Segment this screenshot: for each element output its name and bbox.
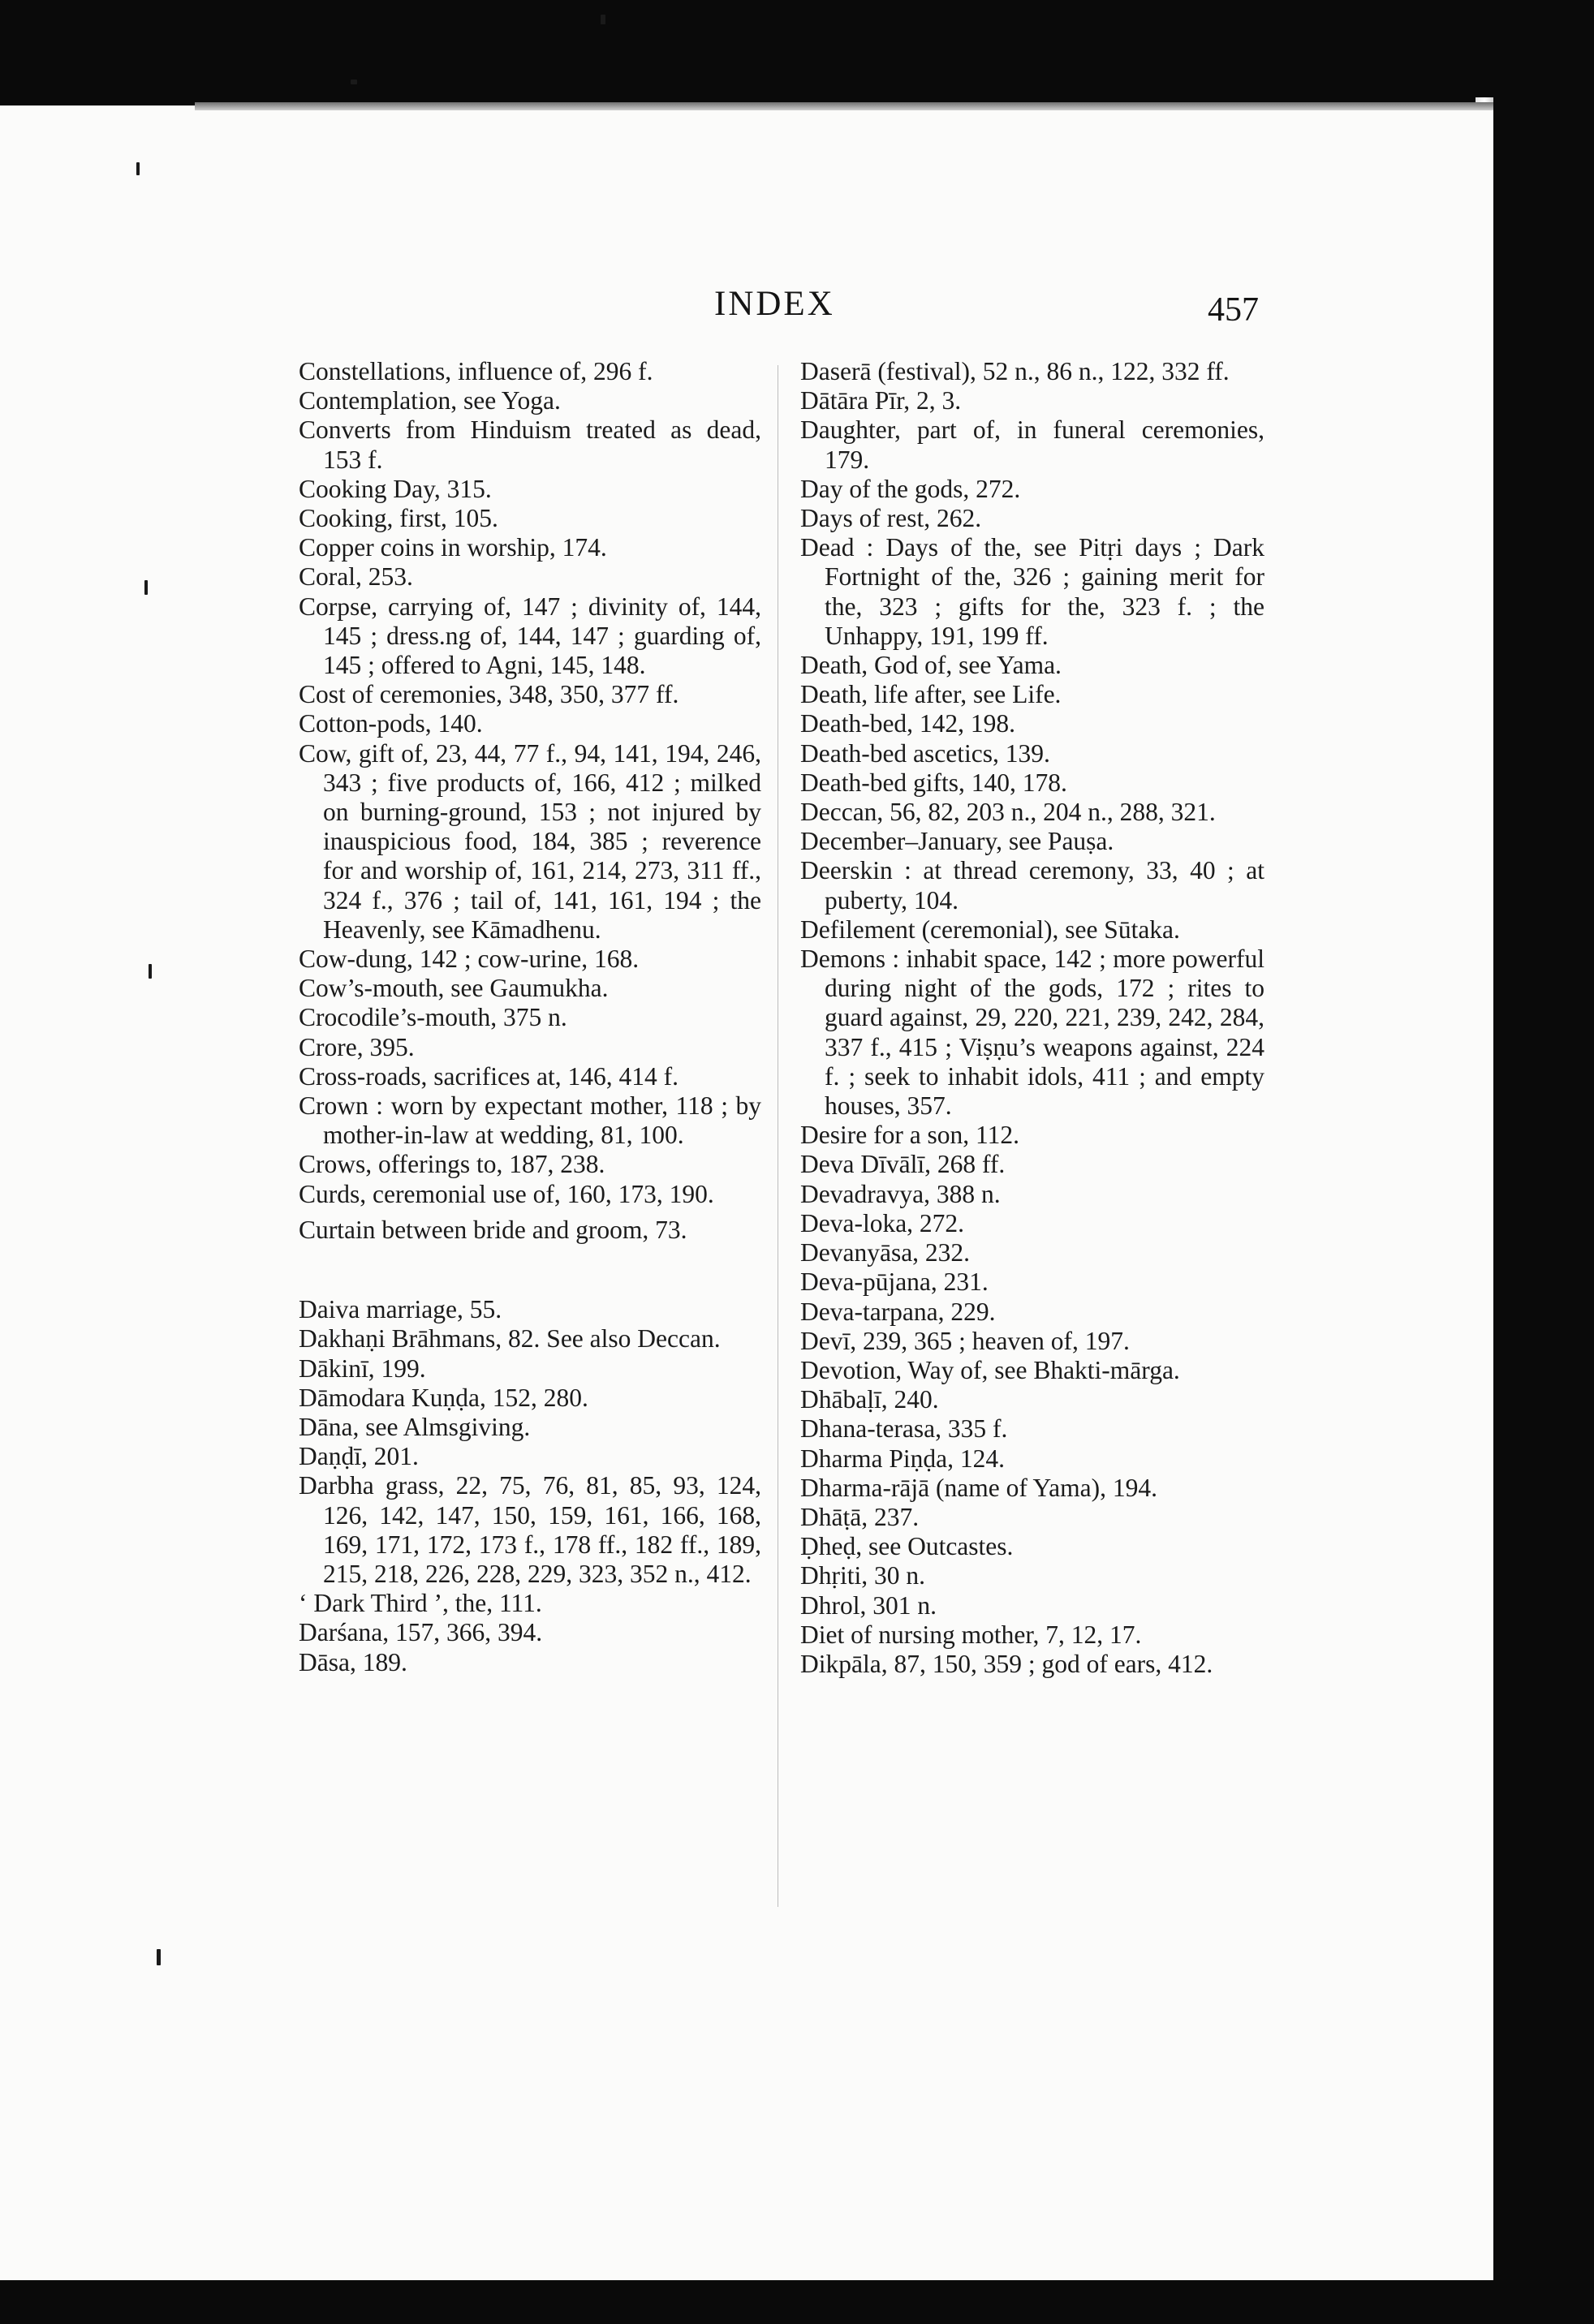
index-entry: Demons : inhabit space, 142 ; more powerful during night of the gods, 172 ; rites to guard against, 29, 220, 221, 239, 242, 284, 337 f., 415 ; Viṣṇu’s weapons against, 224 f. ; seek to inhabit idols, 411 ; and empty houses, 357. <box>800 945 1264 1121</box>
index-entry: Dhrol, 301 n. <box>800 1590 937 1620</box>
index-entry: Daughter, part of, in funeral ceremonies, 179. <box>800 415 1264 474</box>
index-entry: Cost of ceremonies, 348, 350, 377 ff. <box>299 680 679 709</box>
index-entry: Dākinī, 199. <box>299 1354 426 1383</box>
index-entry: Crore, 395. <box>299 1032 415 1061</box>
scan-speck <box>351 80 357 84</box>
running-title: INDEX <box>714 285 835 323</box>
index-entry: Devadravya, 388 n. <box>800 1179 1001 1208</box>
index-entry: Crocodile’s-mouth, 375 n. <box>299 1003 567 1032</box>
page-number: 457 <box>1208 291 1259 329</box>
index-entry: Deva-tarpana, 229. <box>800 1297 996 1326</box>
index-column-right <box>800 357 1264 1679</box>
index-entry: Dharma-rājā (name of Yama), 194. <box>800 1473 1157 1502</box>
index-entry: Dhābaḷī, 240. <box>800 1385 939 1414</box>
margin-mark <box>157 1949 161 1965</box>
index-entry: Devī, 239, 365 ; heaven of, 197. <box>800 1326 1130 1355</box>
page-top-edge <box>195 102 1493 110</box>
running-head <box>0 284 1477 333</box>
index-entry: Death-bed ascetics, 139. <box>800 738 1050 768</box>
index-column-left <box>299 357 761 1677</box>
margin-mark <box>144 580 148 595</box>
index-entry: Deccan, 56, 82, 203 n., 204 n., 288, 321. <box>800 798 1216 827</box>
index-entry: Contemplation, see Yoga. <box>299 386 561 415</box>
margin-mark <box>149 964 152 979</box>
letter-section-gap <box>299 1245 761 1295</box>
index-entry: Cow-dung, 142 ; cow-urine, 168. <box>299 945 640 974</box>
index-entry: Converts from Hinduism treated as dead, 153 f. <box>299 415 761 474</box>
index-entry: Dhāṭā, 237. <box>800 1502 920 1531</box>
margin-mark <box>136 162 140 175</box>
index-entry: Deva-pūjana, 231. <box>800 1267 989 1297</box>
index-entry: Dhṛiti, 30 n. <box>800 1561 925 1590</box>
index-entry: Devanyāsa, 232. <box>800 1238 971 1267</box>
index-entry: Dāsa, 189. <box>299 1647 407 1676</box>
index-entry: Deerskin : at thread ceremony, 33, 40 ; at puberty, 104. <box>800 856 1264 915</box>
index-entry: Cow, gift of, 23, 44, 77 f., 94, 141, 194, 246, 343 ; five products of, 166, 412 ; milked on burning-ground, 153 ; not injured by inauspicious food, 184, 385 ; reverence for and worship of, 161, 214, 273, 311 ff., 324 f., 376 ; tail of, 141, 161, 194 ; the Heavenly, see Kāmadhenu. <box>299 738 761 944</box>
index-entry: Cooking Day, 315. <box>299 474 492 503</box>
index-entry: Death-bed, 142, 198. <box>800 709 1016 738</box>
index-entry: Death, life after, see Life. <box>800 680 1062 709</box>
index-entry: Dakhaṇi Brāhmans, 82. See also Deccan. <box>299 1324 721 1354</box>
index-entry: Cooking, first, 105. <box>299 504 498 533</box>
index-entry: Devotion, Way of, see Bhakti-mārga. <box>800 1355 1180 1384</box>
index-entry: Cow’s-mouth, see Gaumukha. <box>299 974 609 1003</box>
index-entry: Daṇḍī, 201. <box>299 1442 419 1471</box>
index-entry: Dikpāla, 87, 150, 359 ; god of ears, 412. <box>800 1649 1213 1678</box>
index-entry: Crown : worn by expectant mother, 118 ; by mother-in-law at wedding, 81, 100. <box>299 1091 761 1150</box>
index-entry: Defilement (ceremonial), see Sūtaka. <box>800 915 1180 944</box>
index-entry: Dead : Days of the, see Pitṛi days ; Dark Fortnight of the, 326 ; gaining merit for the, 323 ; gifts for the, 323 f. ; the Unhappy, 191, 199 ff. <box>800 533 1264 650</box>
index-entry: ‘ Dark Third ’, the, 111. <box>299 1589 542 1618</box>
index-entry: Darbha grass, 22, 75, 76, 81, 85, 93, 124, 126, 142, 147, 150, 159, 161, 166, 168, 169, 171, 172, 173 f., 178 ff., 182 ff., 189, 215, 218, 226, 228, 229, 323, 352 n., 412. <box>299 1471 761 1588</box>
index-entry: Dharma Piṇḍa, 124. <box>800 1444 1005 1473</box>
index-entry: Diet of nursing mother, 7, 12, 17. <box>800 1620 1142 1649</box>
index-entry: Coral, 253. <box>299 562 413 592</box>
index-entry: Deva-loka, 272. <box>800 1208 965 1237</box>
index-entry: Dhana-terasa, 335 f. <box>800 1414 1008 1444</box>
index-entry: December–January, see Pauṣa. <box>800 827 1114 856</box>
index-entry: Constellations, influence of, 296 f. <box>299 357 653 385</box>
scan-speck <box>601 15 605 24</box>
index-entry: Ḍheḍ, see Outcastes. <box>800 1532 1014 1561</box>
index-entry: Daiva marriage, 55. <box>299 1295 502 1324</box>
index-entry: Curds, ceremonial use of, 160, 173, 190. <box>299 1179 714 1208</box>
index-entry: Copper coins in worship, 174. <box>299 533 607 562</box>
index-entry: Deva Dīvālī, 268 ff. <box>800 1150 1006 1179</box>
index-entry: Death-bed gifts, 140, 178. <box>800 768 1067 797</box>
index-entry: Days of rest, 262. <box>800 504 982 533</box>
index-entry: Day of the gods, 272. <box>800 474 1021 503</box>
index-entry: Cross-roads, sacrifices at, 146, 414 f. <box>299 1061 679 1091</box>
index-entry: Daserā (festival), 52 n., 86 n., 122, 332 ff. <box>800 357 1230 385</box>
index-entry: Dātāra Pīr, 2, 3. <box>800 386 962 415</box>
index-entry: Death, God of, see Yama. <box>800 651 1062 680</box>
index-entry: Corpse, carrying of, 147 ; divinity of, 144, 145 ; dress.ng of, 144, 147 ; guarding of, 145 ; offered to Agni, 145, 148. <box>299 592 761 680</box>
index-entry: Crows, offerings to, 187, 238. <box>299 1150 605 1179</box>
index-entry: Dāmodara Kuṇḍa, 152, 280. <box>299 1383 588 1412</box>
index-entry: Curtain between bride and groom, 73. <box>299 1215 687 1244</box>
index-entry: Darśana, 157, 366, 394. <box>299 1618 543 1647</box>
index-entry: Dāna, see Almsgiving. <box>299 1412 531 1441</box>
index-entry: Cotton-pods, 140. <box>299 709 483 738</box>
index-entry: Desire for a son, 112. <box>800 1121 1020 1150</box>
